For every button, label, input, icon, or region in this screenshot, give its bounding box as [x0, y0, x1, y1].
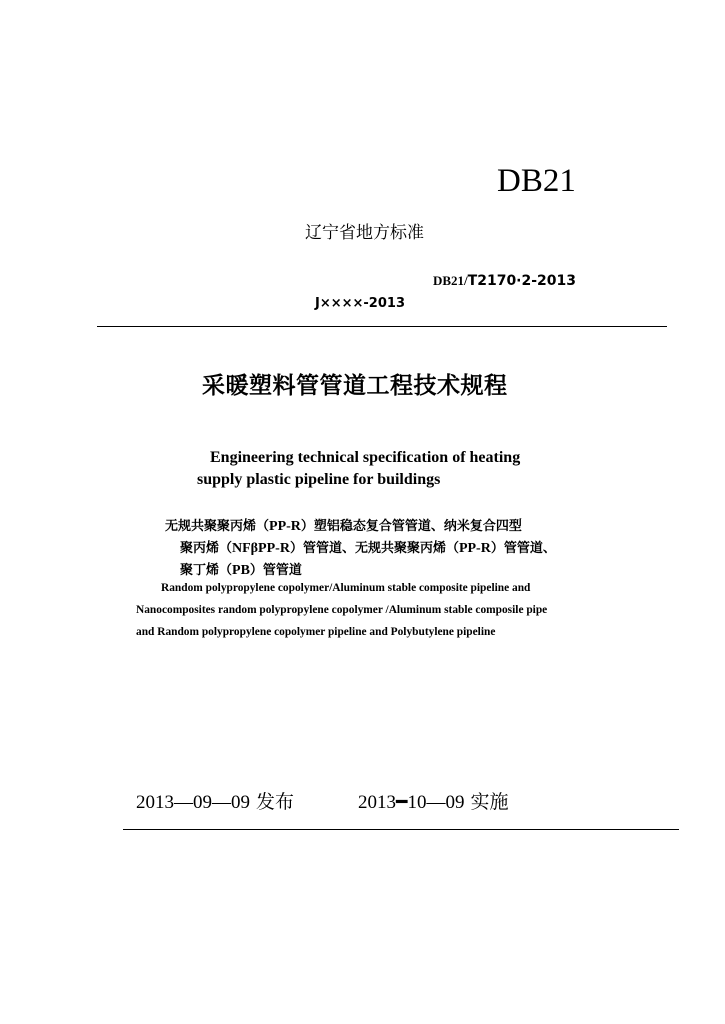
standard-number-prefix: DB21/	[433, 273, 468, 288]
subtitle-cn-text: ）塑铝稳态复合管管道、纳米复合四型	[300, 519, 522, 534]
implementation-date	[358, 787, 509, 814]
issue-date-label: 发布	[250, 791, 295, 813]
subtitle-en-line-2: Nanocomposites random polypropylene copolymer /Aluminum stable composile pipe	[136, 604, 548, 616]
standard-code: DB21	[497, 163, 576, 199]
subtitle-cn-text: ）管管道	[249, 563, 302, 578]
standard-number	[433, 273, 576, 289]
subtitle-cn-text: 聚丁烯（	[180, 563, 233, 578]
title-english-line-1: Engineering technical specification of heating	[210, 449, 521, 466]
standard-level: 辽宁省地方标准	[305, 223, 424, 243]
title-chinese: 采暖塑料管管道工程技术规程	[202, 373, 508, 399]
subtitle-en-line-1: Random polypropylene copolymer/Aluminum stable composite pipeline and	[161, 582, 531, 594]
implementation-date-label: 实施	[464, 791, 509, 813]
subtitle-cn-line-3	[180, 559, 302, 579]
subtitle-cn-code: PB	[232, 563, 250, 578]
issue-date-value: 2013—09—09	[136, 792, 250, 813]
top-rule	[97, 326, 667, 327]
standard-number-value: T2170·2-2013	[467, 273, 577, 289]
subtitle-cn-text: ）管管道、	[490, 541, 556, 556]
subtitle-cn-code: PP-R	[269, 519, 301, 534]
record-number: J××××-2013	[315, 296, 405, 311]
issue-date	[136, 787, 294, 814]
subtitle-en-line-3: and Random polypropylene copolymer pipeline and Polybutylene pipeline	[136, 626, 496, 638]
title-english-line-2: supply plastic pipeline for buildings	[197, 471, 441, 488]
subtitle-cn-line-2	[180, 537, 556, 557]
subtitle-cn-text: 无规共聚聚丙烯（	[165, 519, 270, 534]
subtitle-cn-code: NFβPP-R	[232, 541, 290, 556]
subtitle-cn-line-1	[165, 515, 522, 535]
subtitle-cn-text: 聚丙烯（	[180, 541, 233, 556]
bottom-rule	[123, 829, 679, 830]
subtitle-cn-code: PP-R	[458, 541, 491, 556]
subtitle-cn-text: ）管管道、无规共聚聚丙烯（	[289, 541, 459, 556]
implementation-date-value: 2013━10—09	[358, 792, 465, 813]
